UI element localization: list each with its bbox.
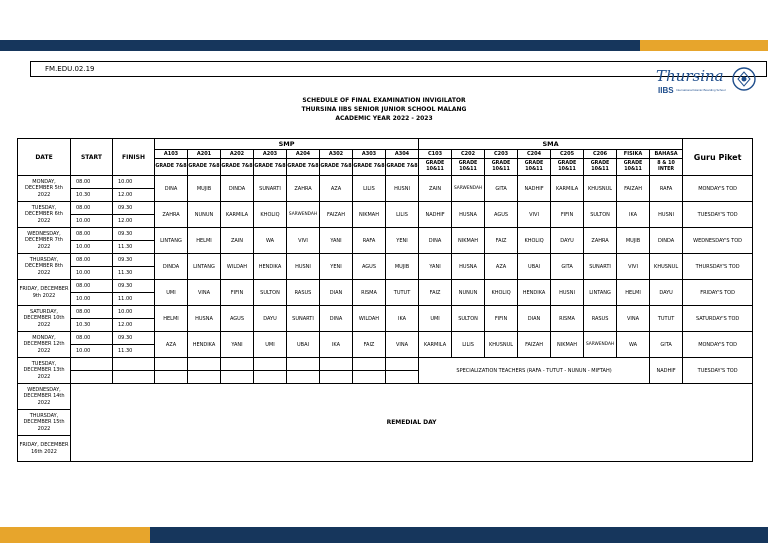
invigilator-cell: ZAHRA	[155, 202, 188, 228]
invigilator-cell: SARWENDAH	[287, 202, 320, 228]
grade-header: GRADE 7&8	[155, 159, 188, 176]
invigilator-cell: AGUS	[221, 306, 254, 332]
invigilator-cell: HELMI	[617, 280, 650, 306]
invigilator-cell: DINDA	[221, 176, 254, 202]
invigilator-cell: KARMILA	[221, 202, 254, 228]
invigilator-cell: FAIZAH	[617, 176, 650, 202]
header-guru-piket: Guru Piket	[683, 139, 753, 176]
invigilator-cell: ZAHRA	[287, 176, 320, 202]
room-header: A304	[386, 150, 419, 159]
empty-cell	[353, 371, 386, 384]
room-header: A103	[155, 150, 188, 159]
invigilator-cell: HELMI	[188, 228, 221, 254]
room-header: C103	[419, 150, 452, 159]
remedial-day-label: REMEDIAL DAY	[71, 384, 753, 462]
invigilator-cell: TUTUT	[650, 306, 683, 332]
room-header: A201	[188, 150, 221, 159]
invigilator-cell: ZAIN	[221, 228, 254, 254]
table-row	[18, 384, 753, 410]
invigilator-cell: IKA	[386, 306, 419, 332]
room-header: BAHASA	[650, 150, 683, 159]
start-cell: 08.00	[71, 306, 113, 319]
invigilator-cell: IKA	[320, 332, 353, 358]
header-start: START	[71, 139, 113, 176]
empty-cell	[155, 358, 188, 371]
invigilator-cell: UMI	[419, 306, 452, 332]
invigilator-cell: FIFIN	[221, 280, 254, 306]
invigilator-cell: DINDA	[155, 254, 188, 280]
invigilator-cell: FAIZAH	[518, 332, 551, 358]
invigilator-cell: NIKMAH	[452, 228, 485, 254]
tod-cell: TUESDAY'S TOD	[683, 202, 753, 228]
tod-cell: MONDAY'S TOD	[683, 332, 753, 358]
invigilator-cell: LINTANG	[584, 280, 617, 306]
invigilator-cell: SULTON	[452, 306, 485, 332]
table-row	[18, 254, 753, 267]
room-header: A302	[320, 150, 353, 159]
room-header: A303	[353, 150, 386, 159]
start-cell: 10.00	[71, 267, 113, 280]
empty-cell	[353, 358, 386, 371]
grade-header: GRADE 7&8	[287, 159, 320, 176]
invigilator-cell: AZA	[155, 332, 188, 358]
invigilator-cell: HUSNA	[188, 306, 221, 332]
start-cell: 08.00	[71, 280, 113, 293]
invigilator-cell: DIAN	[320, 280, 353, 306]
invigilator-cell: VIVI	[518, 202, 551, 228]
start-cell: 10.30	[71, 189, 113, 202]
invigilator-cell: FAIZ	[353, 332, 386, 358]
invigilator-cell: DINDA	[650, 228, 683, 254]
empty-cell	[221, 358, 254, 371]
start-cell: 10.30	[71, 319, 113, 332]
empty-cell	[320, 358, 353, 371]
invigilator-cell: SARWENDAH	[584, 332, 617, 358]
room-header: C202	[452, 150, 485, 159]
grade-header: GRADE 10&11	[518, 159, 551, 176]
room-header: A202	[221, 150, 254, 159]
invigilator-cell: MUJIB	[617, 228, 650, 254]
schedule-body	[18, 139, 753, 462]
title-line-1: SCHEDULE OF FINAL EXAMINATION INVIGILATOR	[302, 97, 466, 104]
finish-cell: 11.30	[113, 345, 155, 358]
invigilator-cell: VINA	[386, 332, 419, 358]
grade-header: GRADE 7&8	[254, 159, 287, 176]
start-cell: 08.00	[71, 228, 113, 241]
invigilator-cell: HENDIKA	[188, 332, 221, 358]
invigilator-cell: SULTON	[254, 280, 287, 306]
invigilator-cell: UBAI	[518, 254, 551, 280]
header-date: DATE	[18, 139, 71, 176]
empty-cell	[221, 371, 254, 384]
empty-cell	[320, 371, 353, 384]
title-line-2: THURSINA IIBS SENIOR JUNIOR SCHOOL MALANG	[301, 106, 467, 113]
invigilator-cell: HUSNI	[386, 176, 419, 202]
schedule-table	[17, 138, 753, 462]
date-cell: MONDAY, DECEMBER 12th 2022	[18, 332, 71, 358]
tod-cell: FRIDAY'S TOD	[683, 280, 753, 306]
finish-cell: 11.00	[113, 293, 155, 306]
invigilator-cell: WILDAH	[353, 306, 386, 332]
finish-cell: 12.00	[113, 189, 155, 202]
grade-header: GRADE 10&11	[485, 159, 518, 176]
invigilator-cell: YENI	[320, 254, 353, 280]
grade-header: GRADE 10&11	[419, 159, 452, 176]
top-banner	[0, 40, 768, 51]
grade-header: GRADE 7&8	[386, 159, 419, 176]
tod-cell: TUESDAY'S TOD	[683, 358, 753, 384]
empty-cell	[254, 358, 287, 371]
start-cell: 08.00	[71, 202, 113, 215]
specialization-note: SPECIALIZATION TEACHERS (RAFA - TUTUT - NUNUN - MIFTAH)	[419, 358, 650, 384]
finish-cell	[113, 358, 155, 371]
start-cell: 08.00	[71, 332, 113, 345]
finish-cell: 09.30	[113, 254, 155, 267]
finish-cell: 09.30	[113, 280, 155, 293]
invigilator-cell: NIKMAH	[353, 202, 386, 228]
invigilator-cell: RISMA	[551, 306, 584, 332]
invigilator-cell: LINTANG	[188, 254, 221, 280]
invigilator-cell: FAIZ	[419, 280, 452, 306]
invigilator-cell: KHUSNUL	[485, 332, 518, 358]
room-header: FISIKA	[617, 150, 650, 159]
finish-cell	[113, 371, 155, 384]
invigilator-cell: NADHIF	[518, 176, 551, 202]
start-cell: 10.00	[71, 215, 113, 228]
invigilator-cell: SUNARTI	[584, 254, 617, 280]
invigilator-cell: UMI	[254, 332, 287, 358]
room-header: C204	[518, 150, 551, 159]
start-cell: 08.00	[71, 254, 113, 267]
grade-header: GRADE 10&11	[452, 159, 485, 176]
title-line-3: ACADEMIC YEAR 2022 - 2023	[335, 115, 433, 122]
invigilator-cell: UBAI	[287, 332, 320, 358]
table-row	[18, 280, 753, 293]
grade-header: GRADE 10&11	[617, 159, 650, 176]
finish-cell: 09.30	[113, 228, 155, 241]
tod-cell: MONDAY'S TOD	[683, 176, 753, 202]
finish-cell: 11.30	[113, 241, 155, 254]
tod-cell: THURSDAY'S TOD	[683, 254, 753, 280]
invigilator-cell: ZAIN	[419, 176, 452, 202]
invigilator-cell: KHUSNUL	[584, 176, 617, 202]
finish-cell: 10.00	[113, 306, 155, 319]
invigilator-cell: AZA	[320, 176, 353, 202]
empty-cell	[287, 358, 320, 371]
invigilator-cell: HELMI	[155, 306, 188, 332]
invigilator-cell: HUSNI	[650, 202, 683, 228]
invigilator-cell: YENI	[386, 228, 419, 254]
invigilator-cell: NADHIF	[419, 202, 452, 228]
invigilator-cell: KHOLIQ	[485, 280, 518, 306]
start-cell: 08.00	[71, 176, 113, 189]
finish-cell: 12.00	[113, 215, 155, 228]
invigilator-cell: YANI	[221, 332, 254, 358]
table-row	[18, 358, 753, 371]
invigilator-cell: HENDIKA	[518, 280, 551, 306]
invigilator-cell: FAIZAH	[320, 202, 353, 228]
tod-cell: WEDNESDAY'S TOD	[683, 228, 753, 254]
room-header: C203	[485, 150, 518, 159]
date-cell: TUESDAY, DECEMBER 6th 2022	[18, 202, 71, 228]
table-row	[18, 228, 753, 241]
start-cell: 10.00	[71, 345, 113, 358]
start-cell	[71, 358, 113, 371]
finish-cell: 10.00	[113, 176, 155, 189]
logo-sub: IIBS	[658, 86, 674, 95]
empty-cell	[188, 371, 221, 384]
empty-cell	[287, 371, 320, 384]
room-header: A203	[254, 150, 287, 159]
invigilator-cell: GITA	[551, 254, 584, 280]
invigilator-cell: LILIS	[386, 202, 419, 228]
invigilator-cell: FIFIN	[485, 306, 518, 332]
invigilator-cell: IKA	[617, 202, 650, 228]
start-cell: 10.00	[71, 293, 113, 306]
start-cell	[71, 371, 113, 384]
invigilator-cell: DINA	[419, 228, 452, 254]
invigilator-cell: VINA	[188, 280, 221, 306]
invigilator-cell: KHOLIQ	[518, 228, 551, 254]
room-header: A204	[287, 150, 320, 159]
header-smp: SMP	[155, 139, 419, 150]
invigilator-cell: AZA	[485, 254, 518, 280]
invigilator-cell: HENDIKA	[254, 254, 287, 280]
invigilator-cell: YANI	[320, 228, 353, 254]
invigilator-cell: LILIS	[452, 332, 485, 358]
invigilator-cell: VIVI	[287, 228, 320, 254]
invigilator-cell: SULTON	[584, 202, 617, 228]
date-cell: THURSDAY, DECEMBER 15th 2022	[18, 410, 71, 436]
date-cell: TUESDAY, DECEMBER 13th 2022	[18, 358, 71, 384]
grade-header: GRADE 7&8	[188, 159, 221, 176]
invigilator-cell: VIVI	[617, 254, 650, 280]
grade-header: GRADE 7&8	[320, 159, 353, 176]
invigilator-cell: SARWENDAH	[452, 176, 485, 202]
invigilator-cell: VINA	[617, 306, 650, 332]
invigilator-cell: HUSNI	[551, 280, 584, 306]
date-cell: WEDNESDAY, DECEMBER 7th 2022	[18, 228, 71, 254]
invigilator-cell: AGUS	[353, 254, 386, 280]
header-finish: FINISH	[113, 139, 155, 176]
finish-cell: 09.30	[113, 332, 155, 345]
invigilator-cell: DAYU	[254, 306, 287, 332]
invigilator-cell: NUNUN	[188, 202, 221, 228]
invigilator-cell: DAYU	[650, 280, 683, 306]
bottom-banner-accent	[0, 527, 150, 543]
invigilator-cell: NUNUN	[452, 280, 485, 306]
header-sma: SMA	[419, 139, 683, 150]
bottom-banner	[0, 527, 768, 543]
invigilator-cell: KHOLIQ	[254, 202, 287, 228]
invigilator-cell: ZAHRA	[584, 228, 617, 254]
invigilator-cell: NADHIF	[650, 358, 683, 384]
invigilator-cell: RAFA	[650, 176, 683, 202]
invigilator-cell: WILDAH	[221, 254, 254, 280]
date-cell: FRIDAY, DECEMBER 16th 2022	[18, 436, 71, 462]
table-row	[18, 176, 753, 189]
empty-cell	[155, 371, 188, 384]
invigilator-cell: DINA	[155, 176, 188, 202]
table-row	[18, 306, 753, 319]
empty-cell	[188, 358, 221, 371]
tod-cell: SATURDAY'S TOD	[683, 306, 753, 332]
invigilator-cell: DAYU	[551, 228, 584, 254]
form-code: FM.EDU.02.19	[45, 65, 95, 73]
invigilator-cell: HUSNI	[287, 254, 320, 280]
invigilator-cell: RASUS	[287, 280, 320, 306]
invigilator-cell: RISMA	[353, 280, 386, 306]
date-cell: THURSDAY, DECEMBER 8th 2022	[18, 254, 71, 280]
invigilator-cell: KARMILA	[551, 176, 584, 202]
empty-cell	[386, 371, 419, 384]
invigilator-cell: MUJIB	[188, 176, 221, 202]
invigilator-cell: KARMILA	[419, 332, 452, 358]
logo-tagline: International Islamic Boarding School	[676, 88, 726, 92]
invigilator-cell: DIAN	[518, 306, 551, 332]
invigilator-cell: WA	[254, 228, 287, 254]
date-cell: WEDNESDAY, DECEMBER 14th 2022	[18, 384, 71, 410]
invigilator-cell: AGUS	[485, 202, 518, 228]
empty-cell	[254, 371, 287, 384]
invigilator-cell: WA	[617, 332, 650, 358]
grade-header: GRADE 10&11	[551, 159, 584, 176]
top-banner-accent	[640, 40, 768, 51]
date-cell: SATURDAY, DECEMBER 10th 2022	[18, 306, 71, 332]
invigilator-cell: UMI	[155, 280, 188, 306]
invigilator-cell: YANI	[419, 254, 452, 280]
invigilator-cell: SUNARTI	[287, 306, 320, 332]
invigilator-cell: DINA	[320, 306, 353, 332]
grade-header: GRADE 7&8	[353, 159, 386, 176]
invigilator-cell: RASUS	[584, 306, 617, 332]
grade-header: GRADE 10&11	[584, 159, 617, 176]
finish-cell: 12.00	[113, 319, 155, 332]
start-cell: 10.00	[71, 241, 113, 254]
table-row	[18, 202, 753, 215]
finish-cell: 09.30	[113, 202, 155, 215]
invigilator-cell: FAIZ	[485, 228, 518, 254]
date-cell: FRIDAY, DECEMBER 9th 2022	[18, 280, 71, 306]
logo-emblem-icon	[733, 68, 755, 90]
invigilator-cell: GITA	[650, 332, 683, 358]
invigilator-cell: MUJIB	[386, 254, 419, 280]
invigilator-cell: RAFA	[353, 228, 386, 254]
finish-cell: 11.30	[113, 267, 155, 280]
invigilator-cell: NIKMAH	[551, 332, 584, 358]
table-row	[18, 332, 753, 345]
date-cell: MONDAY, DECEMBER 5th 2022	[18, 176, 71, 202]
invigilator-cell: HUSNA	[452, 202, 485, 228]
invigilator-cell: TUTUT	[386, 280, 419, 306]
invigilator-cell: FIFIN	[551, 202, 584, 228]
invigilator-cell: LILIS	[353, 176, 386, 202]
empty-cell	[386, 358, 419, 371]
invigilator-cell: HUSNA	[452, 254, 485, 280]
grade-header: GRADE 7&8	[221, 159, 254, 176]
room-header: C206	[584, 150, 617, 159]
room-header: C205	[551, 150, 584, 159]
grade-header: 8 & 10 INTER	[650, 159, 683, 176]
invigilator-cell: LINTANG	[155, 228, 188, 254]
invigilator-cell: GITA	[485, 176, 518, 202]
invigilator-cell: KHUSNUL	[650, 254, 683, 280]
invigilator-cell: SUNARTI	[254, 176, 287, 202]
logo-name: Thursina	[656, 67, 724, 85]
